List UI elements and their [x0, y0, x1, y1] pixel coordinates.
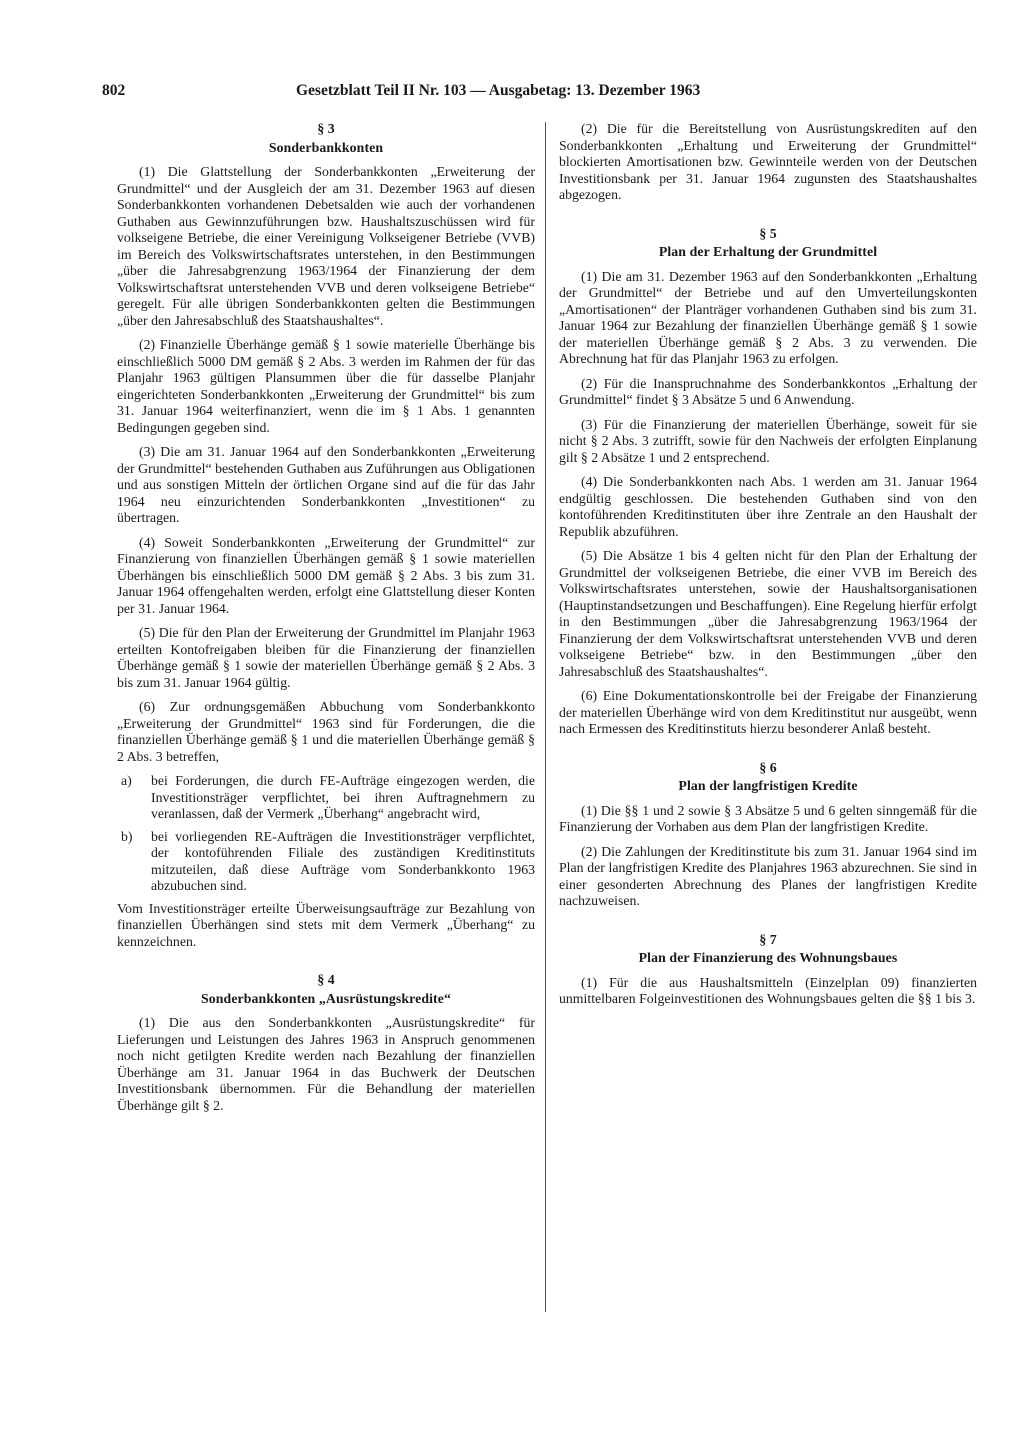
section-title: Plan der langfristigen Kredite: [678, 778, 858, 793]
paragraph: (1) Für die aus Haushaltsmitteln (Einzelplan 09) finanzierten unmittelbaren Folgeinvestitionen des Wohnungsbaues gelten die §§ 1 bis 3.: [559, 974, 977, 1006]
paragraph: (4) Die Sonderbankkonten nach Abs. 1 werden am 31. Januar 1964 endgültig geschlossen. Die bestehenden Guthaben sind von den kontoführenden Kreditinstituten über ihre Zentrale an den Haushalt der Republik abzuführen.: [559, 474, 977, 539]
paragraph: (3) Für die Finanzierung der materiellen Überhänge, soweit für sie nicht § 2 Abs. 3 zutrifft, sowie für den Nachweis der erfolgten Einplanung gilt § 2 Absätze 1 und 2 entsprechend.: [559, 416, 977, 465]
paragraph: (5) Die Absätze 1 bis 4 gelten nicht für den Plan der Erhaltung der Grundmittel der volkseigenen Betriebe, die einer VVB im Bereich des Volkswirtschaftsrates unterstehen, sowie der Haushaltsorganisationen (Hauptinstandsetzungen und Beschaffungen). Eine Regelung hierfür erfolgt in den Bestimmungen „über die Jahresabgrenzung 1963/1964 der Finanzierung der dem Volkswirtschaftsrat unterstehenden VVB und deren volkseigene Betriebe“ bzw. in den Bestimmungen „über den Jahresabschluß des Staatshaushaltes“.: [559, 548, 977, 679]
column-divider: [545, 122, 546, 1312]
section-title: Sonderbankkonten „Ausrüstungskredite“: [201, 990, 451, 1006]
section-number: § 5: [759, 225, 777, 241]
paragraph: (2) Die für die Bereitstellung von Ausrüstungskrediten auf den Sonderbankkonten „Erhaltung und Erweiterung der Grundmittel“ blockierten Amortisationen bzw. Gewinnteile werden von der Deutschen Investitionsbank per 31. Januar 1964 zugunsten des Staatshaushaltes abgezogen.: [559, 121, 977, 202]
paragraph: (2) Die Zahlungen der Kreditinstitute bis zum 31. Januar 1964 sind im Plan der langfristigen Kredite des Planjahres 1963 abzurechnen. Sie sind in einer gesonderten Abrechnung des Planes der langfristigen Kredite nachzuweisen.: [559, 843, 977, 908]
paragraph: (2) Für die Inanspruchnahme des Sonderbankkontos „Erhaltung der Grundmittel“ findet § 3 Absätze 5 und 6 Anwendung.: [559, 375, 977, 407]
paragraph: (4) Soweit Sonderbankkonten „Erweiterung der Grundmittel“ zur Finanzierung von finanziellen Überhängen gemäß § 1 sowie materiellen Überhängen bis einschließlich 5000 DM gemäß § 2 Abs. 3 bis zum 31. Januar 1964 offengehalten werden, erfolgt eine Glattstellung dieser Konten per 31. Januar 1964.: [117, 534, 535, 616]
paragraph: (6) Eine Dokumentationskontrolle bei der Freigabe der Finanzierung der materiellen Überhänge wird von dem Kreditinstitut nur ausgeübt, wenn nach Ermessen des Kreditinstituts hierzu besonderer Anlaß besteht.: [559, 688, 977, 736]
list-marker: a): [121, 773, 132, 788]
paragraph: (1) Die am 31. Dezember 1963 auf den Sonderbankkonten „Erhaltung der Grundmittel“ der Betriebe und auf den Umverteilungskonten „Amortisationen“ der Planträger vorhandenen Guthaben sind bis zum 31. Januar 1964 zur Bezahlung der finanziellen Überhänge gemäß § 1 sowie der materiellen Überhänge gemäß § 2 Abs. 3 zu verwenden. Die Abrechnung hat für das Planjahr 1963 zu erfolgen.: [559, 268, 977, 366]
section-number: § 7: [759, 931, 777, 947]
right-column: [559, 121, 977, 1016]
section-spacer: [559, 746, 977, 760]
paragraph: (1) Die aus den Sonderbankkonten „Ausrüstungskredite“ für Lieferungen und Leistungen des Jahres 1963 in Anspruch genommenen noch nicht getilgten Kredite werden nach Bezahlung der finanziellen Überhänge am 31. Januar 1964 in das Buchwerk der Deutschen Investitionsbank übernommen. Für die Behandlung der materiellen Überhänge gilt § 2.: [117, 1015, 535, 1113]
page-number: 802: [102, 82, 126, 99]
list-text: bei Forderungen, die durch FE-Aufträge eingezogen werden, die Investitionsträger verpflichtet, bei ihren Auftragnehmern zu veranlassen, daß der Vermerk „Überhang“ angebracht wird,: [151, 773, 535, 821]
list-item: [117, 829, 535, 895]
paragraph: (1) Die §§ 1 und 2 sowie § 3 Absätze 5 und 6 gelten sinngemäß für die Finanzierung der Vorhaben aus dem Plan der langfristigen Kredite.: [559, 802, 977, 834]
section-spacer: [117, 958, 535, 972]
list-marker: b): [121, 828, 133, 844]
paragraph: (1) Die Glattstellung der Sonderbankkonten „Erweiterung der Grundmittel“ und der Ausgleich der am 31. Dezember 1963 auf diesen Sonderbankkonten vorhandenen Debetsalden wie auch der vorhandenen Guthaben aus Gewinnzuführungen bzw. Haushaltszuschüssen wird für volkseigene Betriebe, die einer Vereinigung Volkseigener Betriebe (VVB) im Bereich des Volkswirtschaftsrates unterstehen, in den Bestimmungen „über die Jahresabgrenzung 1963/1964 der Finanzierung der dem Volkswirtschaftsrat unterstehenden VVB und deren volkseigene Betriebe“ geregelt. Für alle übrigen Sonderbankkonten gelten die Bestimmungen „über den Jahresabschluß des Staatshaushaltes“.: [117, 164, 535, 328]
section-title: Plan der Erhaltung der Grundmittel: [658, 244, 878, 259]
section-title: Sonderbankkonten: [268, 139, 384, 155]
section-number: § 6: [759, 759, 777, 775]
paragraph: (6) Zur ordnungsgemäßen Abbuchung vom Sonderbankkonto „Erweiterung der Grundmittel“ 1963 sind für Forderungen, die die finanziellen Überhänge gemäß § 1 und die materiellen Überhänge gemäß § 2 Abs. 3 betreffen,: [117, 699, 535, 764]
paragraph: (3) Die am 31. Januar 1964 auf den Sonderbankkonten „Erweiterung der Grundmittel“ bestehenden Guthaben aus Zuführungen aus Obligationen und aus sonstigen Mitteln der örtlichen Organe sind auf die für das Jahr 1964 neu einzurichtenden Sonderbankkonten „Investitionen“ zu übertragen.: [117, 444, 536, 525]
header-title: Gesetzblatt Teil II Nr. 103 — Ausgabetag: 13. Dezember 1963: [296, 82, 701, 99]
section-number: § 4: [317, 972, 335, 987]
list-text: bei vorliegenden RE-Aufträgen die Investitionsträger verpflichtet, der kontoführenden Filiale des zuständigen Kreditinstituts mitzuteilen, daß diese Aufträge vom Sonderbankkonto 1963 abzubuchen sind.: [151, 828, 535, 893]
section-spacer: [559, 212, 977, 226]
paragraph: (2) Finanzielle Überhänge gemäß § 1 sowie materielle Überhänge bis einschließlich 5000 DM gemäß § 2 Abs. 3 werden im Rahmen der für das Planjahr 1963 gültigen Plansummen über die für dasselbe Planjahr eingerichteten Sonderbankkonten „Erweiterung der Grundmittel“ bis zum 31. Januar 1964 weiterfinanziert, wenn die im § 1 Abs. 1 genannten Bedingungen gegeben sind.: [117, 337, 535, 435]
left-column: [117, 121, 535, 1122]
paragraph: (5) Die für den Plan der Erweiterung der Grundmittel im Planjahr 1963 erteilten Kontofreigaben bleiben für die Finanzierung der finanziellen Überhänge gemäß § 1 sowie der materiellen Überhänge gemäß § 2 Abs. 3 bis zum 31. Januar 1964 gültig.: [117, 625, 535, 690]
section-number: § 3: [317, 121, 335, 136]
paragraph: Vom Investitionsträger erteilte Überweisungsaufträge zur Bezahlung von finanziellen Überhängen sind stets mit dem Vermerk „Überhang“ zu kennzeichnen.: [117, 900, 535, 949]
list-item: [117, 773, 535, 823]
section-title: Plan der Finanzierung des Wohnungsbaues: [638, 950, 898, 965]
section-spacer: [559, 918, 977, 932]
